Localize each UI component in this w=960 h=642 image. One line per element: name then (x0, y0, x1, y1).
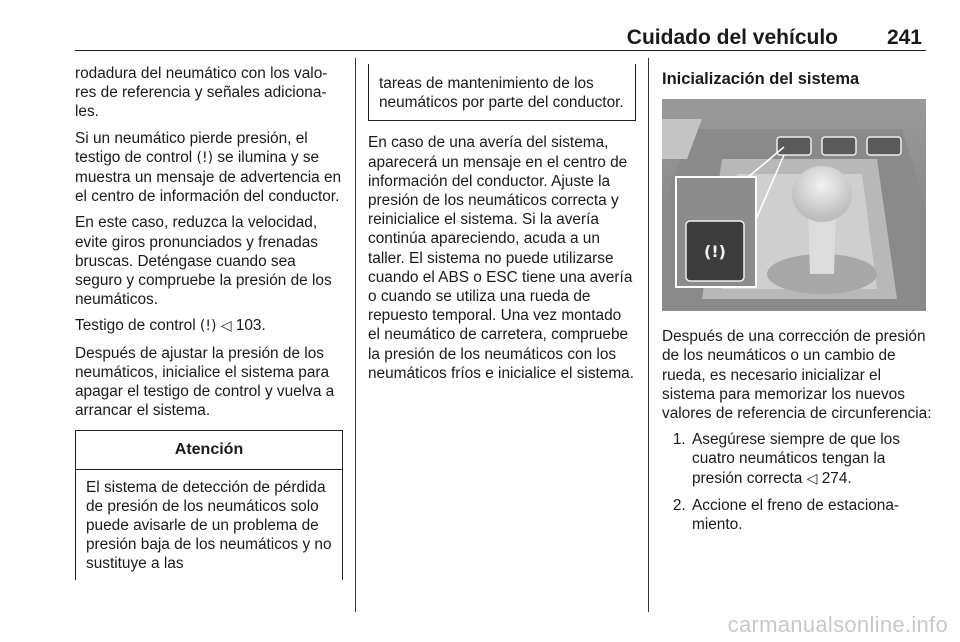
section-title: Inicialización del sistema (662, 70, 860, 88)
column-divider-2 (648, 58, 649, 612)
paragraph: En caso de una avería del sistema, aparecerá un mensaje en el centro de información del conductor. Ajuste la presión de los neumáticos correcta y reinicialice el sistema. Si la avería continúa apareciendo, acuda a un taller. El sistema no puede utilizarse cuando el ABS o ESC tiene una avería o cuando se utiliza una rueda de repuesto temporal. Una vez montado el neumático de carretera, compruebe la presión de los neumáticos con los neumáticos fríos e inicialice el sistema. (368, 134, 635, 382)
attention-text: El sistema de detección de pérdida de presión de los neumáticos solo puede avisarle de un problema de presión baja de los neumáticos y no sustituye a las (86, 478, 332, 573)
paragraph: Si un neumático pierde presión, el testigo de control (!) se ilumina y se muestra un mensaje de advertencia en el centro de información del conductor. (75, 129, 342, 206)
reference-arrow-icon: ◁ (220, 318, 232, 335)
column-2 (368, 64, 636, 390)
column-3 (662, 64, 932, 541)
attention-title: Atención (76, 431, 342, 469)
paragraph: Testigo de control (!) ◁ 103. (75, 317, 266, 335)
header-rule (75, 50, 926, 51)
steps-list (662, 430, 932, 534)
attention-box-continued (368, 64, 636, 121)
column-1 (75, 64, 343, 580)
console-button-illustration (662, 99, 926, 311)
svg-text:(!): (!) (704, 242, 726, 262)
list-item: 1. Asegúrese siempre de que los cuatro neumáticos tengan la presión correcta ◁ 274. (690, 430, 932, 489)
paragraph: En este caso, reduzca la velocidad, evite giros pronunciados y frenadas bruscas. Deténgase cuando sea seguro y compruebe la presión de los neumáticos. (75, 214, 332, 309)
list-item: 2. Accione el freno de estacionamiento. (690, 496, 932, 534)
page-number: 241 (886, 26, 922, 49)
header-title: Cuidado del vehículo (626, 26, 838, 49)
page-header (0, 0, 960, 58)
paragraph: rodadura del neumático con los valores de referencia y señales adicionales. (75, 65, 328, 121)
reference-arrow-icon: ◁ (806, 470, 818, 487)
watermark: carmanualsonline.info (727, 612, 948, 637)
attention-continued-text: tareas de mantenimiento de los neumáticos por parte del conductor. (379, 75, 624, 112)
tpms-warning-icon: (!) (196, 149, 214, 166)
tpms-warning-icon: (!) (199, 318, 217, 335)
paragraph: Después de ajustar la presión de los neumáticos, inicialice el sistema para apagar el testigo de control y vuelva a arrancar el sistema. (75, 344, 335, 420)
attention-box (75, 430, 343, 579)
column-divider-1 (355, 58, 356, 612)
paragraph: Después de una corrección de presión de los neumáticos o un cambio de rueda, es necesario inicializar el sistema para memorizar los nuevos valores de referencia de circunferencia: (662, 328, 932, 423)
